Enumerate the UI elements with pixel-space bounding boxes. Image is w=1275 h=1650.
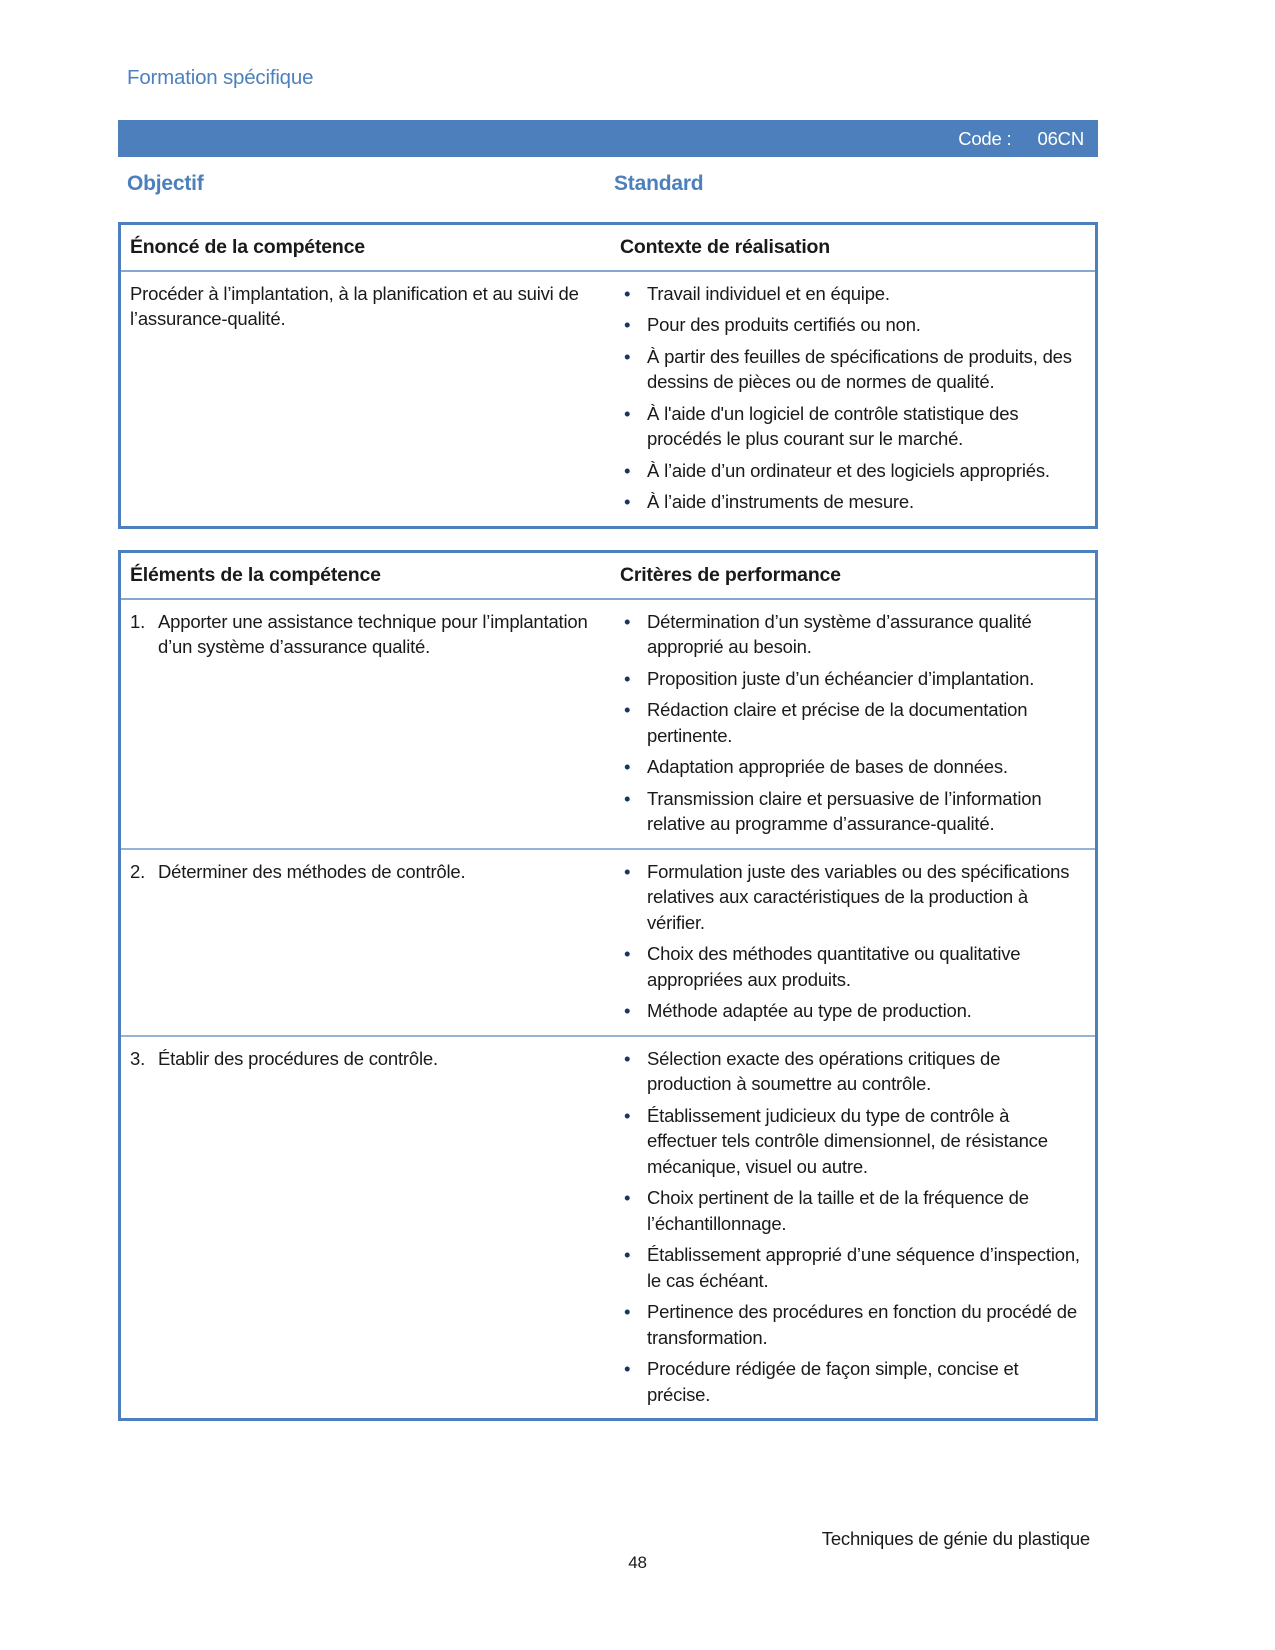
bullet-icon: • xyxy=(624,756,631,777)
element-cell xyxy=(121,600,614,848)
context-list xyxy=(617,281,1083,515)
bullet-item-text: Proposition juste d’un échéancier d’implantation. xyxy=(647,667,1035,689)
bullet-icon: • xyxy=(624,1187,631,1208)
element-text: Déterminer des méthodes de contrôle. xyxy=(158,860,466,882)
bullet-icon: • xyxy=(624,1047,631,1069)
bullet-item-text: Rédaction claire et précise de la documentation pertinente. xyxy=(647,699,1028,746)
bullet-icon: • xyxy=(624,1104,631,1126)
bullet-list-item xyxy=(617,1299,1083,1350)
bullet-icon: • xyxy=(624,1244,631,1265)
criteria-cell xyxy=(614,1037,1095,1419)
table2-body xyxy=(121,600,1095,1419)
bullet-icon: • xyxy=(624,699,631,720)
competence-statement-table xyxy=(118,222,1098,529)
table-row xyxy=(121,600,1095,848)
bullet-icon: • xyxy=(624,787,631,809)
bullet-item-text: Pour des produits certifiés ou non. xyxy=(647,314,921,335)
bullet-list-item xyxy=(617,697,1083,748)
bullet-list-item xyxy=(617,458,1083,484)
competence-statement: Procéder à l’implantation, à la planification et au suivi de l’assurance-qualité. xyxy=(130,282,579,329)
code-bar xyxy=(118,120,1098,157)
statement-cell xyxy=(121,272,614,526)
element-cell xyxy=(121,1037,614,1419)
numbered-element xyxy=(130,609,602,660)
bullet-icon: • xyxy=(624,1000,631,1021)
bullet-list-item xyxy=(617,666,1083,692)
table1-header-left: Énoncé de la compétence xyxy=(130,236,365,258)
bullet-item-text: Sélection exacte des opérations critiques de production à soumettre au contrôle. xyxy=(647,1047,1001,1094)
code-value: 06CN xyxy=(1037,127,1084,149)
element-number: 1. xyxy=(130,610,146,632)
criteria-list xyxy=(617,859,1083,1024)
bullet-list-item xyxy=(617,998,1083,1024)
bullet-item-text: Choix pertinent de la taille et de la fréquence de l’échantillonnage. xyxy=(647,1187,1029,1234)
bullet-icon: • xyxy=(624,860,631,882)
bullet-list-item xyxy=(617,786,1083,837)
bullet-icon: • xyxy=(624,491,631,512)
bullet-list-item xyxy=(617,859,1083,936)
bullet-list-item xyxy=(617,1242,1083,1293)
table-row xyxy=(121,1035,1095,1419)
bullet-list-item xyxy=(617,754,1083,780)
bullet-item-text: Adaptation appropriée de bases de données. xyxy=(647,756,1008,777)
section-label: Formation spécifique xyxy=(127,66,314,89)
heading-objectif: Objectif xyxy=(127,172,204,195)
bullet-list-item xyxy=(617,941,1083,992)
competence-elements-table xyxy=(118,550,1098,1421)
bullet-icon: • xyxy=(624,1301,631,1322)
bullet-list-item xyxy=(617,1103,1083,1180)
bullet-item-text: Détermination d’un système d’assurance qualité approprié au besoin. xyxy=(647,610,1032,657)
bullet-icon: • xyxy=(624,943,631,964)
footer-program-title: Techniques de génie du plastique xyxy=(821,1528,1090,1549)
bullet-item-text: Choix des méthodes quantitative ou qualitative appropriées aux produits. xyxy=(647,943,1021,990)
table-row xyxy=(121,848,1095,1035)
bullet-item-text: Formulation juste des variables ou des spécifications relatives aux caractéristiques de la production à vérifier. xyxy=(647,860,1070,933)
bullet-icon: • xyxy=(624,314,631,335)
context-cell xyxy=(614,272,1095,526)
bullet-item-text: Établissement approprié d’une séquence d’inspection, le cas échéant. xyxy=(647,1244,1080,1291)
bullet-list-item xyxy=(617,609,1083,660)
bullet-list-item xyxy=(617,1046,1083,1097)
numbered-element xyxy=(130,1046,602,1072)
bullet-item-text: À partir des feuilles de spécifications de produits, des dessins de pièces ou de normes de qualité. xyxy=(647,345,1072,392)
bullet-icon: • xyxy=(624,402,631,424)
numbered-element xyxy=(130,859,602,885)
element-text: Établir des procédures de contrôle. xyxy=(158,1047,438,1069)
bullet-list-item xyxy=(617,1356,1083,1407)
criteria-list xyxy=(617,1046,1083,1408)
criteria-list xyxy=(617,609,1083,837)
element-number: 2. xyxy=(130,860,146,882)
bullet-item-text: À l’aide d’instruments de mesure. xyxy=(647,491,914,512)
bullet-icon: • xyxy=(624,610,631,632)
criteria-cell xyxy=(614,850,1095,1035)
bullet-icon: • xyxy=(624,667,631,689)
element-number: 3. xyxy=(130,1047,146,1069)
element-text: Apporter une assistance technique pour l’implantation d’un système d’assurance qualité. xyxy=(158,610,588,657)
bullet-list-item xyxy=(617,1185,1083,1236)
bullet-item-text: À l’aide d’un ordinateur et des logiciels appropriés. xyxy=(647,459,1050,481)
page-number: 48 xyxy=(628,1553,647,1572)
bullet-list-item xyxy=(617,489,1083,515)
bullet-item-text: Travail individuel et en équipe. xyxy=(647,282,890,304)
bullet-icon: • xyxy=(624,1358,631,1379)
bullet-list-item xyxy=(617,344,1083,395)
table1-body-row xyxy=(121,272,1095,526)
bullet-item-text: Établissement judicieux du type de contrôle à effectuer tels contrôle dimensionnel, de résistance mécanique, visuel ou autre. xyxy=(647,1104,1048,1177)
table2-header-left: Éléments de la compétence xyxy=(130,564,381,586)
bullet-list-item xyxy=(617,312,1083,338)
table2-header-row xyxy=(121,553,1095,600)
bullet-item-text: À l'aide d'un logiciel de contrôle statistique des procédés le plus courant sur le marché. xyxy=(647,402,1019,449)
element-cell xyxy=(121,850,614,1035)
column-headings xyxy=(118,172,1098,196)
table1-header-row xyxy=(121,225,1095,272)
table1-header-right: Contexte de réalisation xyxy=(620,236,830,258)
bullet-list-item xyxy=(617,281,1083,307)
bullet-icon: • xyxy=(624,282,631,304)
bullet-item-text: Transmission claire et persuasive de l’information relative au programme d’assurance-qualité. xyxy=(647,787,1042,834)
heading-standard: Standard xyxy=(614,172,704,195)
bullet-item-text: Procédure rédigée de façon simple, concise et précise. xyxy=(647,1358,1019,1405)
bullet-item-text: Méthode adaptée au type de production. xyxy=(647,1000,972,1021)
table2-header-right: Critères de performance xyxy=(620,564,841,586)
criteria-cell xyxy=(614,600,1095,848)
bullet-item-text: Pertinence des procédures en fonction du procédé de transformation. xyxy=(647,1301,1077,1348)
bullet-icon: • xyxy=(624,459,631,481)
bullet-icon: • xyxy=(624,345,631,367)
bullet-list-item xyxy=(617,401,1083,452)
code-label: Code : xyxy=(958,127,1012,149)
